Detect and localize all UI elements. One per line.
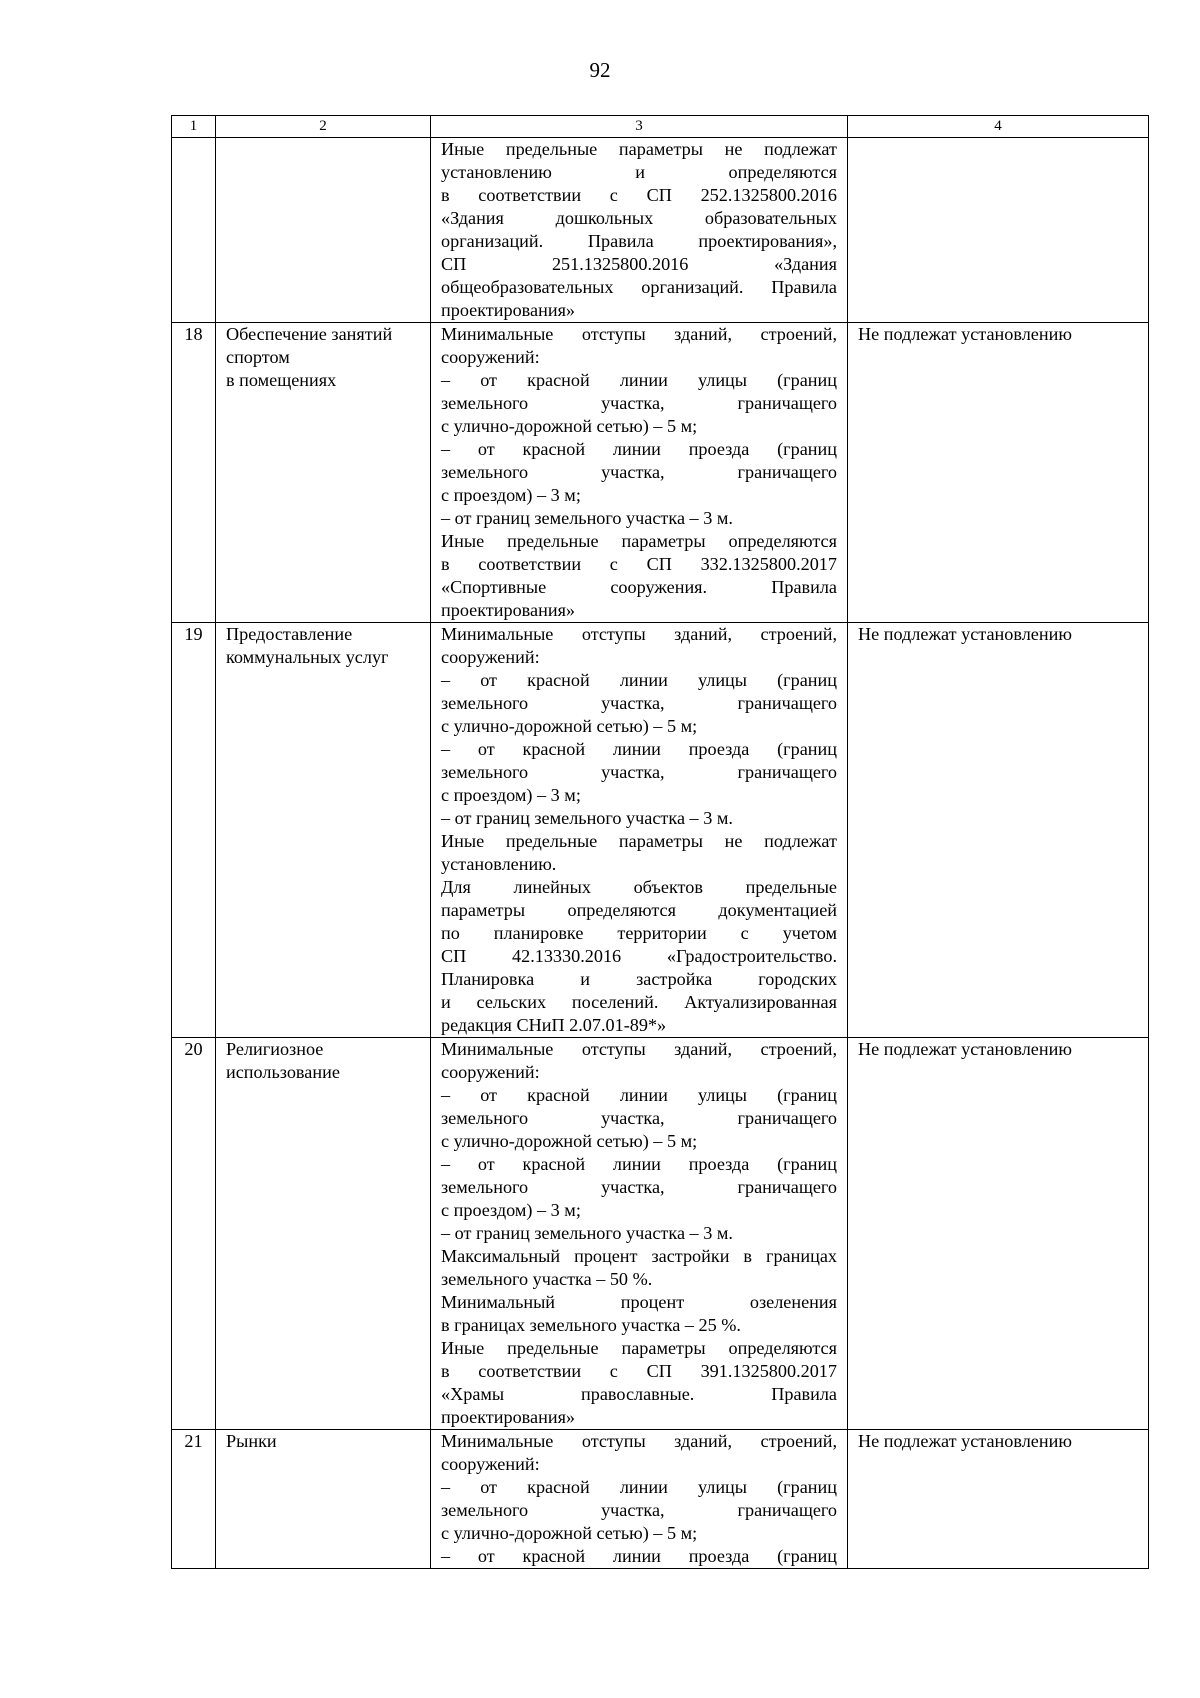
limit-parameters	[431, 1430, 848, 1569]
limit-parameters-line: параметры определяются документацией	[441, 900, 837, 920]
limit-parameters-line: проектирования»	[441, 1407, 576, 1427]
table-row	[172, 323, 1149, 623]
limit-parameters-line: Минимальные отступы зданий, строений,	[441, 324, 837, 344]
permitted-use-name-line: Рынки	[226, 1431, 277, 1451]
permitted-use-name	[216, 1038, 431, 1430]
limit-parameters-line: земельного участка, граничащего	[441, 1177, 837, 1197]
limit-parameters-line: – от красной линии улицы (границ	[441, 370, 837, 390]
row-number: 19	[172, 623, 216, 1038]
limit-parameters-line: Минимальные отступы зданий, строений,	[441, 1039, 837, 1059]
column-header-2: 2	[216, 116, 431, 138]
limit-parameters-line: Иные предельные параметры не подлежат	[441, 139, 837, 159]
limit-parameters-line: сооружений:	[441, 647, 540, 667]
row-number: 21	[172, 1430, 216, 1569]
limit-parameters-line: Минимальные отступы зданий, строений,	[441, 1431, 837, 1451]
limit-parameters-line: земельного участка, граничащего	[441, 1108, 837, 1128]
permitted-use-name	[216, 323, 431, 623]
limit-parameters-line: Иные предельные параметры определяются	[441, 1338, 837, 1358]
limit-parameters-line: с проездом) – 3 м;	[441, 785, 581, 805]
permitted-use-name-line: Обеспечение занятий	[226, 324, 393, 344]
limit-parameters-line: установлению.	[441, 854, 557, 874]
limit-parameters-line: земельного участка, граничащего	[441, 462, 837, 482]
limit-parameters-line: и сельских поселений. Актуализированная	[441, 992, 837, 1012]
permitted-use-name-line: Предоставление	[226, 624, 353, 644]
limit-parameters-line: СП 42.13330.2016 «Градостроительство.	[441, 946, 837, 966]
limit-parameters-line: – от границ земельного участка – 3 м.	[441, 508, 733, 528]
limit-parameters-line: с проездом) – 3 м;	[441, 485, 581, 505]
limit-parameters-line: земельного участка, граничащего	[441, 693, 837, 713]
limit-parameters-line: – от красной линии улицы (границ	[441, 1477, 837, 1497]
permitted-use-name-line: Религиозное	[226, 1039, 324, 1059]
limit-parameters-line: – от границ земельного участка – 3 м.	[441, 1223, 733, 1243]
row-number	[172, 138, 216, 323]
limit-parameters-line: земельного участка, граничащего	[441, 762, 837, 782]
limit-parameters-line: – от границ земельного участка – 3 м.	[441, 808, 733, 828]
table-header-row	[172, 116, 1149, 138]
limit-parameters-line: «Спортивные сооружения. Правила	[441, 577, 837, 597]
column-header-3: 3	[431, 116, 848, 138]
limit-parameters-line: по планировке территории с учетом	[441, 923, 837, 943]
limit-parameters-line: Иные предельные параметры определяются	[441, 531, 837, 551]
permitted-use-name	[216, 623, 431, 1038]
limit-parameters-line: редакция СНиП 2.07.01-89*»	[441, 1015, 667, 1035]
permitted-use-name	[216, 1430, 431, 1569]
limit-parameters	[431, 138, 848, 323]
table-row	[172, 138, 1149, 323]
limit-parameters-line: с улично-дорожной сетью) – 5 м;	[441, 716, 698, 736]
limit-parameters-line: Минимальные отступы зданий, строений,	[441, 624, 837, 644]
limit-parameters-line: с улично-дорожной сетью) – 5 м;	[441, 1523, 698, 1543]
limit-parameters-line: общеобразовательных организаций. Правила	[441, 277, 837, 297]
limit-parameters-line: – от красной линии проезда (границ	[441, 439, 837, 459]
row-number: 18	[172, 323, 216, 623]
limit-parameters-line: «Здания дошкольных образовательных	[441, 208, 837, 228]
limit-parameters-line: Для линейных объектов предельные	[441, 877, 837, 897]
page-number: 92	[589, 58, 611, 82]
table-row	[172, 1038, 1149, 1430]
limit-parameters-line: – от красной линии проезда (границ	[441, 1154, 837, 1174]
limit-parameters-line: с улично-дорожной сетью) – 5 м;	[441, 1131, 698, 1151]
permitted-use-name	[216, 138, 431, 323]
limit-parameters-line: сооружений:	[441, 1454, 540, 1474]
table-row	[172, 1430, 1149, 1569]
limit-parameters-line: – от красной линии проезда (границ	[441, 1546, 837, 1566]
limit-parameters-line: Максимальный процент застройки в границах	[441, 1246, 837, 1266]
permitted-use-name-line: спортом	[226, 347, 290, 367]
limit-parameters-line: с проездом) – 3 м;	[441, 1200, 581, 1220]
limit-parameters-line: земельного участка, граничащего	[441, 393, 837, 413]
row-number: 20	[172, 1038, 216, 1430]
limit-parameters-line: земельного участка, граничащего	[441, 1500, 837, 1520]
permitted-use-name-line: использование	[226, 1062, 340, 1082]
permitted-use-name-line: коммунальных услуг	[226, 647, 389, 667]
other-parameters: Не подлежат установлению	[848, 1038, 1149, 1430]
table-body	[172, 138, 1149, 1569]
limit-parameters-line: земельного участка – 50 %.	[441, 1269, 653, 1289]
limit-parameters-line: – от красной линии улицы (границ	[441, 670, 837, 690]
limit-parameters-line: в соответствии с СП 252.1325800.2016	[441, 185, 837, 205]
limit-parameters-line: Планировка и застройка городских	[441, 969, 837, 989]
limit-parameters-line: организаций. Правила проектирования»,	[441, 231, 837, 251]
limit-parameters-line: СП 251.1325800.2016 «Здания	[441, 254, 837, 274]
limit-parameters	[431, 323, 848, 623]
limit-parameters-line: с улично-дорожной сетью) – 5 м;	[441, 416, 698, 436]
limit-parameters-line: в границах земельного участка – 25 %.	[441, 1315, 741, 1335]
limit-parameters-line: Минимальный процент озеленения	[441, 1292, 837, 1312]
limit-parameters	[431, 1038, 848, 1430]
other-parameters: Не подлежат установлению	[848, 623, 1149, 1038]
limit-parameters-line: – от красной линии проезда (границ	[441, 739, 837, 759]
limit-parameters-line: проектирования»	[441, 600, 576, 620]
table-row	[172, 623, 1149, 1038]
limit-parameters-line: сооружений:	[441, 347, 540, 367]
permitted-use-name-line: в помещениях	[226, 370, 337, 390]
limit-parameters	[431, 623, 848, 1038]
column-header-4: 4	[848, 116, 1149, 138]
limit-parameters-line: проектирования»	[441, 300, 576, 320]
limit-parameters-line: «Храмы православные. Правила	[441, 1384, 837, 1404]
limit-parameters-line: в соответствии с СП 391.1325800.2017	[441, 1361, 837, 1381]
limit-parameters-line: в соответствии с СП 332.1325800.2017	[441, 554, 837, 574]
limit-parameters-line: Иные предельные параметры не подлежат	[441, 831, 837, 851]
regulations-table	[171, 115, 1149, 1569]
column-header-1: 1	[172, 116, 216, 138]
limit-parameters-line: установлению и определяются	[441, 162, 837, 182]
other-parameters: Не подлежат установлению	[848, 323, 1149, 623]
other-parameters: Не подлежат установлению	[848, 1430, 1149, 1569]
limit-parameters-line: – от красной линии улицы (границ	[441, 1085, 837, 1105]
limit-parameters-line: сооружений:	[441, 1062, 540, 1082]
other-parameters	[848, 138, 1149, 323]
